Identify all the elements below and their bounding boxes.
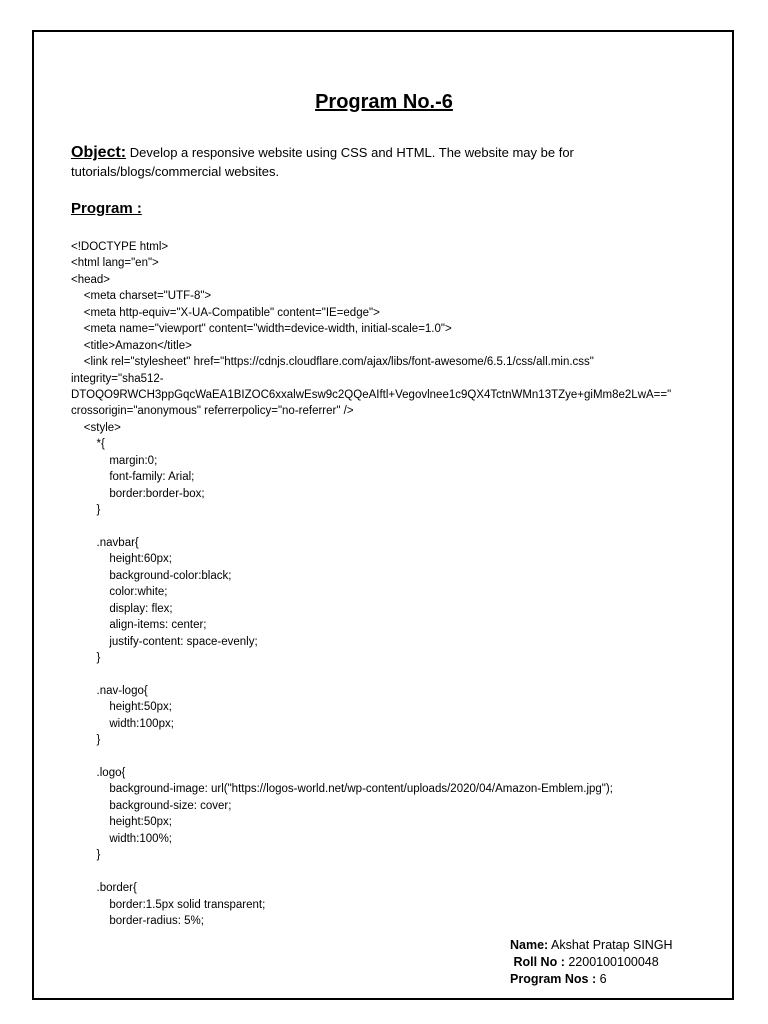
- code-line: <style>: [71, 421, 121, 434]
- program-number-row: [510, 971, 673, 988]
- object-paragraph: [71, 143, 681, 181]
- name-value: Akshat Pratap SINGH: [548, 938, 673, 952]
- program-number-value: 6: [596, 972, 607, 986]
- code-line: <link rel="stylesheet" href="https://cdnjs.cloudflare.com/ajax/libs/font-awesome/6.5.1/css/all.min.css": [71, 356, 594, 369]
- page-title: Program No.-6: [315, 91, 453, 113]
- code-line: .navbar{: [71, 536, 139, 549]
- code-line: .logo{: [71, 767, 126, 779]
- code-line: <meta name="viewport" content="width=device-width, initial-scale=1.0">: [71, 323, 452, 336]
- program-number-label: Program Nos :: [510, 972, 597, 986]
- code-line: [71, 518, 711, 534]
- code-line: width:100%;: [71, 832, 172, 845]
- roll-value: 2200100100048: [564, 955, 659, 969]
- code-line: border:1.5px solid transparent;: [71, 898, 266, 911]
- code-line: .nav-logo{: [71, 684, 148, 697]
- code-line: [71, 749, 711, 765]
- code-line: DTOQO9RWCH3ppGqcWaEA1BIZOC6xxalwEsw9c2QQeAIftl+Vegovlnee1c9QX4TctnWMn13TZye+giMm8e2LwA==": [71, 388, 672, 401]
- roll-label: Roll No :: [510, 955, 565, 969]
- code-line: background-color:black;: [71, 569, 232, 582]
- code-line: [71, 864, 711, 880]
- code-line: }: [71, 504, 101, 516]
- code-line: background-size: cover;: [71, 799, 232, 812]
- code-line: <head>: [71, 273, 111, 286]
- code-line: width:100px;: [71, 717, 174, 730]
- student-info: [510, 937, 673, 988]
- code-line: }: [71, 849, 101, 862]
- code-line: <meta http-equiv="X-UA-Compatible" content="IE=edge">: [71, 306, 380, 319]
- roll-row: [510, 954, 673, 971]
- code-line: height:50px;: [71, 701, 173, 714]
- code-line: <html lang="en">: [71, 257, 159, 270]
- code-line: align-items: center;: [71, 619, 207, 632]
- program-heading: Program :: [71, 200, 142, 217]
- code-line: <title>Amazon</title>: [71, 339, 192, 352]
- code-line: height:50px;: [71, 816, 173, 829]
- code-line: color:white;: [71, 586, 168, 599]
- code-line: background-image: url("https://logos-world.net/wp-content/uploads/2020/04/Amazon-Emblem.jpg");: [71, 783, 613, 796]
- code-line: <meta charset="UTF-8">: [71, 290, 212, 303]
- name-row: [510, 937, 673, 954]
- code-line: integrity="sha512-: [71, 372, 164, 385]
- name-label: Name:: [510, 938, 549, 952]
- code-line: }: [71, 651, 101, 664]
- code-line: .border{: [71, 882, 137, 895]
- code-line: border-radius: 5%;: [71, 914, 204, 927]
- code-line: *{: [71, 438, 105, 451]
- code-line: [71, 666, 711, 682]
- code-line: font-family: Arial;: [71, 471, 195, 484]
- code-line: display: flex;: [71, 602, 173, 615]
- code-line: justify-content: space-evenly;: [71, 635, 258, 648]
- code-line: border:border-box;: [71, 487, 205, 500]
- code-line: margin:0;: [71, 454, 158, 467]
- code-line: crossorigin="anonymous" referrerpolicy="no-referrer" />: [71, 405, 354, 418]
- object-text: Develop a responsive website using CSS and HTML. The website may be for tutorials/blogs/commercial websites.: [71, 145, 574, 179]
- code-line: }: [71, 734, 101, 747]
- code-listing: [71, 239, 711, 929]
- object-label: Object:: [71, 144, 127, 161]
- code-line: height:60px;: [71, 553, 173, 566]
- code-line: <!DOCTYPE html>: [71, 241, 169, 253]
